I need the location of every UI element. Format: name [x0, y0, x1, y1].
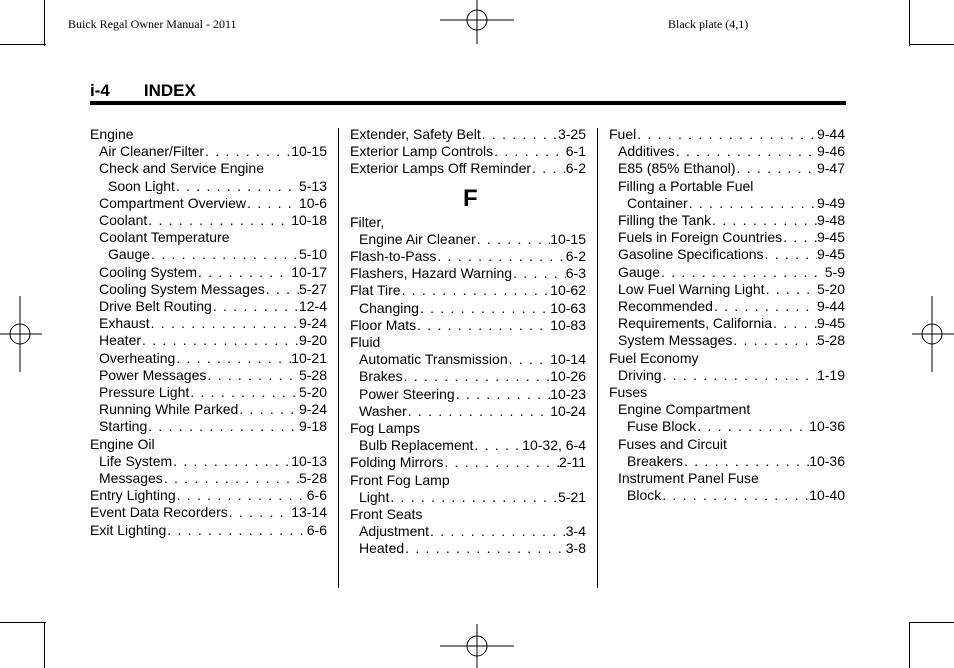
dot-leader [246, 195, 299, 212]
dot-leader [772, 315, 817, 332]
index-entry [350, 386, 586, 403]
dot-leader [265, 281, 299, 298]
dot-leader [436, 248, 565, 265]
page-reference[interactable]: 9-45 [816, 229, 845, 246]
entry-term: Messages [99, 470, 163, 487]
entry-term: Low Fuel Warning Light [618, 280, 765, 297]
page-reference[interactable]: 3-25 [557, 126, 586, 142]
dot-leader [736, 160, 817, 177]
index-entry [90, 470, 327, 487]
index-entry [90, 178, 327, 195]
dot-leader [147, 418, 299, 435]
index-entry [90, 315, 327, 332]
page-reference[interactable]: 9-44 [816, 298, 845, 315]
page-reference[interactable]: 5-27 [298, 280, 327, 297]
dot-leader [212, 298, 299, 315]
entry-term: System Messages [618, 332, 733, 349]
dot-leader [389, 489, 558, 506]
dot-leader [661, 487, 809, 504]
dot-leader [512, 265, 566, 282]
dot-leader [404, 540, 566, 557]
entry-term: Coolant [99, 212, 148, 229]
index-entry [350, 489, 586, 506]
index-entry [609, 281, 845, 298]
entry-term: Fuses [609, 384, 648, 401]
entry-term: Light [359, 488, 390, 505]
dot-leader [429, 523, 566, 540]
dot-leader [172, 453, 291, 470]
entry-term: Drive Belt Routing [99, 298, 212, 315]
index-entry [90, 212, 327, 229]
page-reference[interactable]: 5-28 [298, 470, 327, 487]
dot-leader [711, 212, 817, 229]
page-reference[interactable]: 9-47 [816, 160, 845, 177]
plate-label: Black plate (4,1) [668, 17, 749, 31]
dot-leader [696, 418, 809, 435]
index-entry [350, 403, 586, 420]
section-title: INDEX [143, 81, 196, 100]
entry-term: E85 (85% Ethanol) [618, 160, 736, 177]
page-reference[interactable]: 3-4 [565, 523, 586, 540]
entry-term: Fuel [609, 126, 637, 142]
dot-leader [662, 367, 817, 384]
page-reference[interactable]: 13-14 [291, 504, 327, 521]
page-reference[interactable]: 5-21 [557, 488, 586, 505]
page-reference[interactable]: 10-24 [550, 402, 586, 419]
page-reference[interactable]: 9-46 [816, 143, 845, 160]
entry-term: Coolant Temperature [99, 229, 230, 246]
entry-term: Fog Lamps [350, 420, 421, 437]
entry-term: Entry Lighting [90, 487, 176, 504]
page-reference[interactable]: 10-63 [550, 299, 586, 316]
page-reference[interactable]: 10-32, 6-4 [522, 437, 586, 454]
page-reference[interactable]: 9-20 [298, 332, 327, 349]
dot-leader [732, 332, 817, 349]
crop-mark [909, 44, 954, 45]
entry-term: Container [627, 194, 688, 211]
page-reference[interactable]: 10-13 [291, 452, 327, 469]
index-entry [350, 317, 586, 334]
entry-term: Engine Air Cleaner [359, 230, 476, 247]
index-entry [609, 418, 845, 435]
index-entry [609, 298, 845, 315]
index-entry [350, 160, 586, 177]
index-entry [90, 401, 327, 418]
entry-term: Check and Service Engine [99, 160, 264, 177]
index-column-3 [609, 126, 845, 504]
dot-leader [150, 246, 299, 263]
index-entry [609, 126, 845, 143]
entry-term: Exhaust [99, 315, 150, 332]
dot-leader [764, 246, 817, 263]
page-reference[interactable]: 9-45 [816, 315, 845, 332]
index-entry [350, 265, 586, 282]
entry-term: Starting [99, 418, 148, 435]
index-entry [90, 350, 327, 367]
dot-leader [228, 504, 291, 521]
index-entry [90, 487, 327, 504]
index-entry [90, 281, 327, 298]
dot-leader [782, 229, 817, 246]
registration-mark-icon [912, 296, 954, 372]
index-column-2 [350, 126, 586, 558]
index-entry [90, 246, 327, 263]
registration-mark-icon [0, 296, 42, 372]
page-reference[interactable]: 10-6 [298, 194, 327, 211]
page-reference[interactable]: 5-9 [824, 263, 845, 280]
index-entry [609, 195, 845, 212]
entry-term: Driving [618, 366, 662, 383]
entry-term: Fuses and Circuit [618, 435, 727, 452]
dot-leader [473, 437, 522, 454]
entry-term: Flat Tire [350, 282, 401, 299]
index-entry [350, 126, 586, 143]
manual-title: Buick Regal Owner Manual - 2011 [68, 17, 237, 31]
dot-leader [765, 281, 817, 298]
entry-term: Front Fog Lamp [350, 471, 450, 488]
index-entry [90, 453, 327, 470]
entry-term: Soon Light [108, 177, 175, 194]
dot-leader [636, 126, 817, 143]
entry-term: Engine [90, 126, 134, 142]
index-entry [90, 522, 327, 539]
page-reference[interactable]: 1-19 [816, 366, 845, 383]
index-entry [609, 453, 845, 470]
dot-leader [683, 453, 809, 470]
entry-term: Fuels in Foreign Countries [618, 229, 783, 246]
index-entry [609, 229, 845, 246]
page-reference[interactable]: 3-8 [565, 540, 586, 557]
page-number: i-4 [90, 81, 110, 100]
index-entry [609, 264, 845, 281]
column-divider [597, 128, 598, 588]
title-rule [90, 101, 846, 105]
dot-leader [531, 160, 566, 177]
dot-leader [189, 384, 299, 401]
index-entry [90, 504, 327, 521]
dot-leader [401, 282, 551, 299]
index-entry [609, 401, 845, 418]
entry-term: Cooling System Messages [99, 280, 265, 297]
index-entry [609, 487, 845, 504]
index-entry [90, 126, 327, 143]
index-entry [350, 282, 586, 299]
crop-mark [44, 622, 45, 668]
page-reference[interactable]: 10-18 [291, 212, 327, 229]
index-entry [90, 195, 327, 212]
dot-leader [197, 264, 291, 281]
dot-leader [175, 178, 299, 195]
entry-term: Recommended [618, 298, 713, 315]
dot-leader [150, 315, 299, 332]
entry-term: Folding Mirrors [350, 454, 444, 471]
index-entry [609, 470, 845, 487]
dot-leader [508, 351, 551, 368]
index-entry [90, 418, 327, 435]
index-entry [350, 231, 586, 248]
index-entry [609, 143, 845, 160]
dot-leader [147, 212, 291, 229]
entry-term: Event Data Recorders [90, 504, 228, 521]
index-entry [609, 160, 845, 177]
entry-term: Block [627, 487, 662, 504]
dot-leader [455, 386, 550, 403]
page-reference[interactable]: 5-28 [298, 366, 327, 383]
page-reference[interactable]: 6-6 [306, 487, 327, 504]
index-entry [350, 454, 586, 471]
entry-term: Requirements, California [618, 315, 773, 332]
dot-leader [419, 300, 550, 317]
entry-term: Fuel Economy [609, 349, 699, 366]
page-reference[interactable]: 10-23 [550, 385, 586, 402]
dot-leader [660, 264, 825, 281]
index-entry [609, 178, 845, 195]
dot-leader [407, 403, 550, 420]
index-entry [350, 540, 586, 557]
entry-term: Adjustment [359, 523, 430, 540]
index-entry [350, 351, 586, 368]
entry-term: Exit Lighting [90, 521, 167, 538]
entry-term: Additives [618, 143, 675, 160]
entry-term: Engine Oil [90, 435, 155, 452]
page-reference[interactable]: 9-44 [816, 126, 845, 142]
index-entry [350, 420, 586, 437]
dot-leader [175, 350, 291, 367]
page-reference[interactable]: 9-49 [816, 194, 845, 211]
page-reference[interactable]: 12-4 [298, 298, 327, 315]
page-reference[interactable]: 10-21 [291, 349, 327, 366]
page-reference[interactable]: 6-1 [565, 143, 586, 160]
entry-term: Compartment Overview [99, 194, 247, 211]
entry-term: Filter, [350, 213, 385, 230]
crop-mark [909, 0, 910, 46]
entry-term: Life System [99, 452, 173, 469]
crop-mark [44, 0, 45, 46]
index-entry [90, 332, 327, 349]
page-reference[interactable]: 6-6 [306, 521, 327, 538]
page-reference[interactable]: 10-17 [291, 263, 327, 280]
dot-leader [166, 522, 306, 539]
entry-term: Pressure Light [99, 384, 190, 401]
entry-term: Automatic Transmission [359, 351, 508, 368]
index-entry [609, 350, 845, 367]
dot-leader [493, 143, 566, 160]
index-entry [609, 384, 845, 401]
page-reference[interactable]: 10-62 [550, 282, 586, 299]
entry-term: Exterior Lamps Off Reminder [350, 160, 532, 177]
entry-term: Cooling System [99, 263, 198, 280]
dot-leader [476, 231, 550, 248]
dot-leader [443, 454, 559, 471]
crop-mark [0, 622, 46, 623]
page-reference[interactable]: 10-15 [291, 143, 327, 160]
page-reference[interactable]: 10-26 [550, 368, 586, 385]
index-entry [90, 436, 327, 453]
page-reference[interactable]: 5-20 [816, 280, 845, 297]
dot-leader [403, 368, 551, 385]
entry-term: Engine Compartment [618, 401, 751, 418]
dot-leader [688, 195, 817, 212]
entry-term: Washer [359, 402, 407, 419]
index-entry [90, 384, 327, 401]
column-divider [338, 128, 339, 588]
page-reference[interactable]: 5-28 [816, 332, 845, 349]
index-entry [350, 472, 586, 489]
registration-mark-icon [440, 624, 514, 668]
index-entry [350, 248, 586, 265]
page-reference[interactable]: 9-24 [298, 401, 327, 418]
index-entry [90, 298, 327, 315]
page-reference[interactable]: 10-40 [809, 487, 845, 504]
entry-term: Heater [99, 332, 142, 349]
index-entry [90, 264, 327, 281]
index-entry [609, 246, 845, 263]
entry-term: Changing [359, 299, 419, 316]
crop-mark [0, 44, 46, 45]
entry-term: Power Messages [99, 366, 207, 383]
index-column-1 [90, 126, 327, 539]
index-entry [609, 315, 845, 332]
index-entry [609, 367, 845, 384]
page-reference[interactable]: 10-15 [550, 230, 586, 247]
dot-leader [238, 401, 299, 418]
page-reference[interactable]: 6-2 [565, 248, 586, 265]
dot-leader [713, 298, 817, 315]
page-reference[interactable]: 10-36 [809, 418, 845, 435]
page-reference[interactable]: 5-20 [298, 384, 327, 401]
entry-term: Power Steering [359, 385, 455, 402]
entry-term: Extender, Safety Belt [350, 126, 481, 142]
index-entry [350, 368, 586, 385]
entry-term: Floor Mats [350, 316, 417, 333]
entry-term: Front Seats [350, 506, 423, 523]
page-reference[interactable]: 10-36 [809, 452, 845, 469]
index-entry [609, 436, 845, 453]
index-entry [350, 143, 586, 160]
index-entry [90, 143, 327, 160]
dot-leader [204, 143, 291, 160]
entry-term: Bulb Replacement [359, 437, 474, 454]
page-reference[interactable]: 5-13 [298, 177, 327, 194]
entry-term: Breakers [627, 452, 684, 469]
entry-term: Overheating [99, 349, 176, 366]
index-entry [90, 160, 327, 177]
index-entry [350, 506, 586, 523]
entry-term: Filling the Tank [618, 212, 712, 229]
index-entry [350, 437, 586, 454]
page-reference[interactable]: 2-11 [559, 454, 586, 471]
page-reference[interactable]: 9-45 [816, 246, 845, 263]
entry-term: Fluid [350, 334, 381, 351]
crop-mark [909, 622, 910, 668]
entry-term: Flashers, Hazard Warning [350, 265, 513, 282]
registration-mark-icon [440, 0, 514, 44]
entry-term: Instrument Panel Fuse [618, 470, 759, 487]
entry-term: Heated [359, 540, 405, 557]
page-reference[interactable]: 9-18 [298, 418, 327, 435]
crop-mark [909, 622, 954, 623]
index-entry [90, 229, 327, 246]
page-reference[interactable]: 6-3 [565, 265, 586, 282]
page-reference[interactable]: 5-10 [298, 246, 327, 263]
index-entry [350, 523, 586, 540]
page-reference[interactable]: 6-2 [565, 160, 586, 177]
entry-term: Running While Parked [99, 401, 239, 418]
dot-leader [206, 367, 299, 384]
page-reference[interactable]: 10-14 [550, 351, 586, 368]
entry-term: Fuse Block [627, 418, 697, 435]
entry-term: Exterior Lamp Controls [350, 143, 494, 160]
dot-leader [141, 332, 299, 349]
index-entry [90, 367, 327, 384]
dot-leader [163, 470, 299, 487]
entry-term: Gasoline Specifications [618, 246, 764, 263]
index-entry [609, 332, 845, 349]
entry-term: Gauge [108, 246, 151, 263]
index-entry [609, 212, 845, 229]
index-entry [350, 214, 586, 231]
entry-term: Gauge [618, 263, 661, 280]
entry-term: Flash-to-Pass [350, 248, 437, 265]
page-title [90, 81, 196, 101]
entry-term: Filling a Portable Fuel [618, 177, 754, 194]
section-letter: F [463, 184, 478, 212]
dot-leader [675, 143, 817, 160]
index-entry [350, 300, 586, 317]
page-reference[interactable]: 9-24 [298, 315, 327, 332]
entry-term: Brakes [359, 368, 403, 385]
index-entry [350, 334, 586, 351]
dot-leader [416, 317, 550, 334]
entry-term: Air Cleaner/Filter [99, 143, 205, 160]
page-reference[interactable]: 10-83 [550, 316, 586, 333]
dot-leader [481, 126, 558, 143]
page-reference[interactable]: 9-48 [816, 212, 845, 229]
dot-leader [176, 487, 307, 504]
